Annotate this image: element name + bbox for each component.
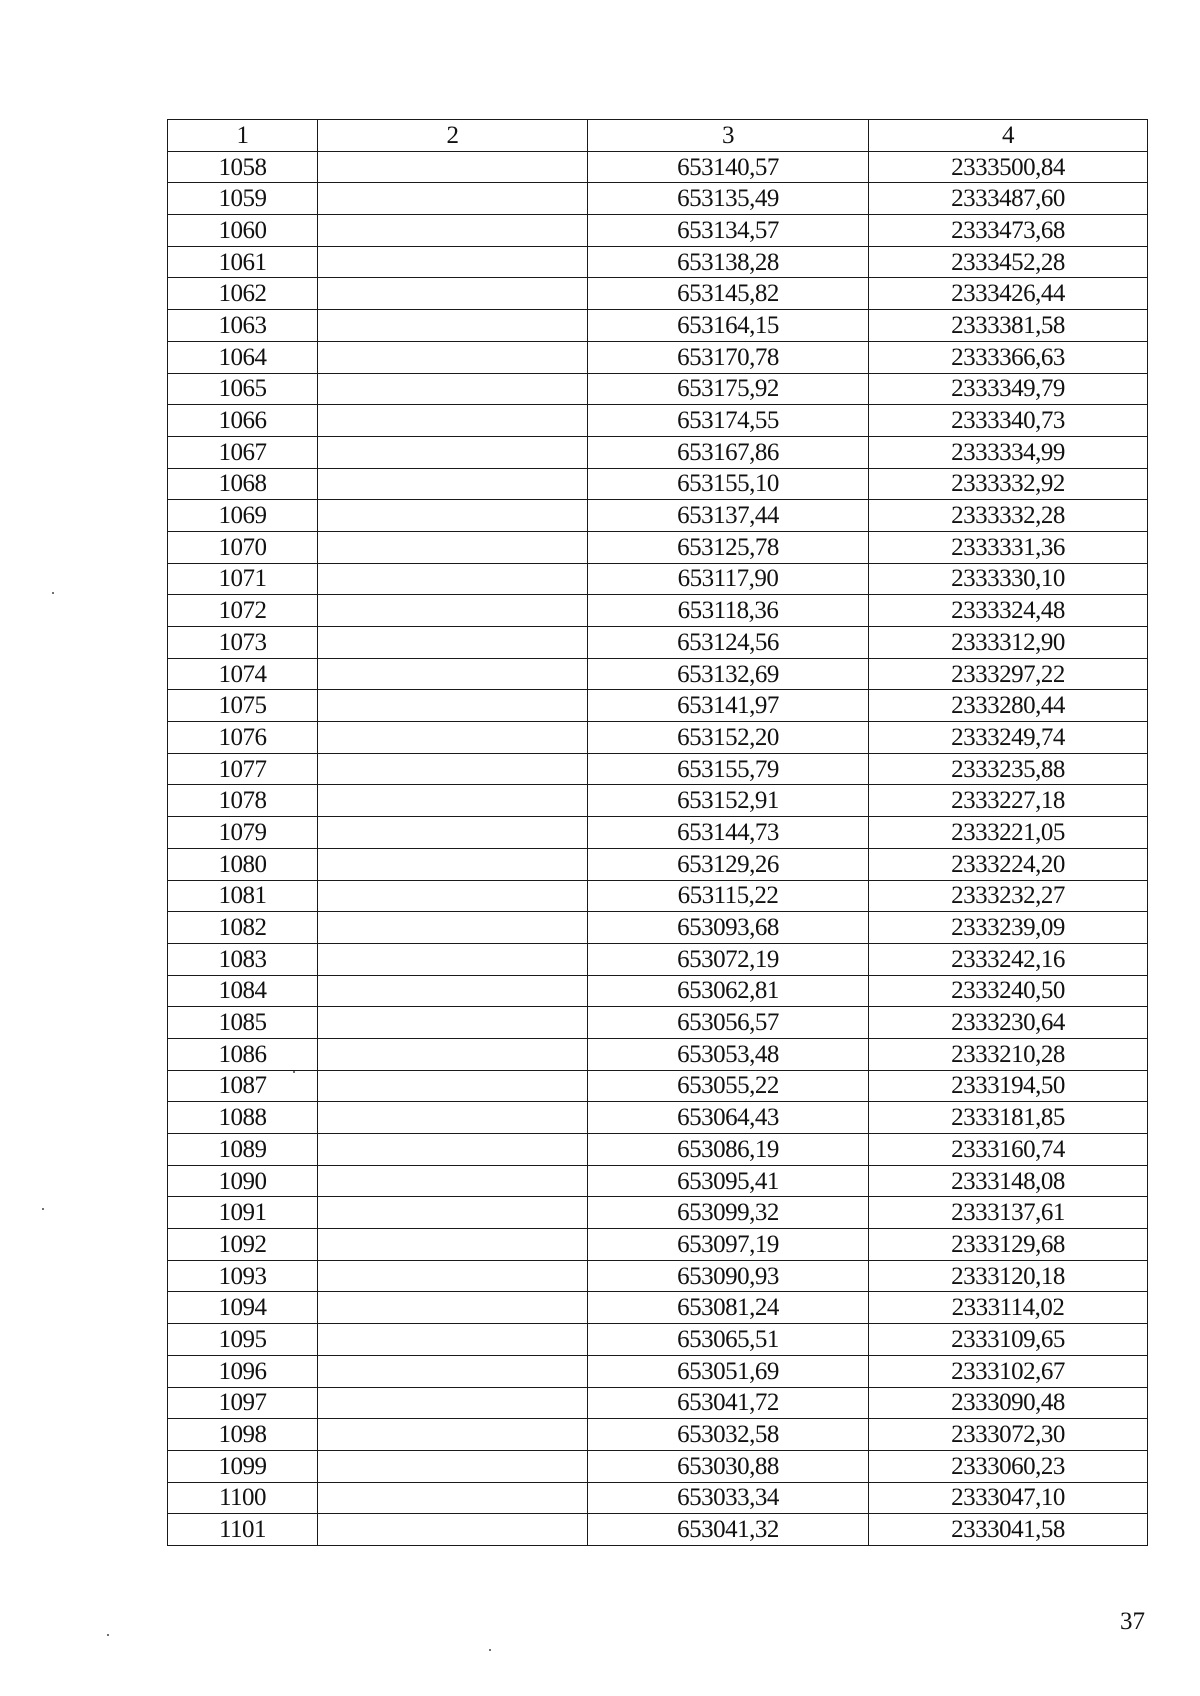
x-coordinate-cell: 653167,86 bbox=[588, 436, 869, 468]
scan-speck bbox=[52, 592, 54, 594]
table-row bbox=[168, 658, 1148, 690]
table-row bbox=[168, 405, 1148, 437]
x-coordinate-cell: 653141,97 bbox=[588, 690, 869, 722]
description-cell bbox=[318, 1102, 588, 1134]
table-row bbox=[168, 1419, 1148, 1451]
x-coordinate-cell: 653152,20 bbox=[588, 722, 869, 754]
table-row bbox=[168, 341, 1148, 373]
table-row bbox=[168, 880, 1148, 912]
description-cell bbox=[318, 1324, 588, 1356]
x-coordinate-cell: 653132,69 bbox=[588, 658, 869, 690]
x-coordinate-cell: 653053,48 bbox=[588, 1038, 869, 1070]
table-row bbox=[168, 500, 1148, 532]
description-cell bbox=[318, 310, 588, 342]
table-row bbox=[168, 563, 1148, 595]
y-coordinate-cell: 2333224,20 bbox=[869, 848, 1148, 880]
y-coordinate-cell: 2333221,05 bbox=[869, 817, 1148, 849]
point-number-cell: 1065 bbox=[168, 373, 318, 405]
y-coordinate-cell: 2333297,22 bbox=[869, 658, 1148, 690]
y-coordinate-cell: 2333334,99 bbox=[869, 436, 1148, 468]
scan-speck bbox=[107, 1634, 109, 1636]
y-coordinate-cell: 2333324,48 bbox=[869, 595, 1148, 627]
y-coordinate-cell: 2333330,10 bbox=[869, 563, 1148, 595]
point-number-cell: 1081 bbox=[168, 880, 318, 912]
x-coordinate-cell: 653081,24 bbox=[588, 1292, 869, 1324]
y-coordinate-cell: 2333332,92 bbox=[869, 468, 1148, 500]
table-row bbox=[168, 531, 1148, 563]
point-number-cell: 1080 bbox=[168, 848, 318, 880]
table-row bbox=[168, 1514, 1148, 1546]
point-number-cell: 1082 bbox=[168, 912, 318, 944]
point-number-cell: 1058 bbox=[168, 151, 318, 183]
description-cell bbox=[318, 373, 588, 405]
y-coordinate-cell: 2333473,68 bbox=[869, 215, 1148, 247]
y-coordinate-cell: 2333072,30 bbox=[869, 1419, 1148, 1451]
description-cell bbox=[318, 436, 588, 468]
point-number-cell: 1097 bbox=[168, 1387, 318, 1419]
y-coordinate-cell: 2333137,61 bbox=[869, 1197, 1148, 1229]
point-number-cell: 1089 bbox=[168, 1134, 318, 1166]
y-coordinate-cell: 2333194,50 bbox=[869, 1070, 1148, 1102]
description-cell bbox=[318, 183, 588, 215]
description-cell bbox=[318, 1514, 588, 1546]
coordinates-table bbox=[167, 119, 1148, 1546]
y-coordinate-cell: 2333500,84 bbox=[869, 151, 1148, 183]
table-row bbox=[168, 1165, 1148, 1197]
y-coordinate-cell: 2333426,44 bbox=[869, 278, 1148, 310]
y-coordinate-cell: 2333060,23 bbox=[869, 1450, 1148, 1482]
table-row bbox=[168, 310, 1148, 342]
table-row bbox=[168, 215, 1148, 247]
x-coordinate-cell: 653155,10 bbox=[588, 468, 869, 500]
description-cell bbox=[318, 1450, 588, 1482]
x-coordinate-cell: 653174,55 bbox=[588, 405, 869, 437]
header-cell-4: 4 bbox=[869, 120, 1148, 152]
table-row bbox=[168, 595, 1148, 627]
y-coordinate-cell: 2333280,44 bbox=[869, 690, 1148, 722]
point-number-cell: 1091 bbox=[168, 1197, 318, 1229]
point-number-cell: 1067 bbox=[168, 436, 318, 468]
description-cell bbox=[318, 278, 588, 310]
point-number-cell: 1079 bbox=[168, 817, 318, 849]
table-row bbox=[168, 1482, 1148, 1514]
description-cell bbox=[318, 722, 588, 754]
table-row bbox=[168, 1134, 1148, 1166]
point-number-cell: 1071 bbox=[168, 563, 318, 595]
point-number-cell: 1068 bbox=[168, 468, 318, 500]
table-row bbox=[168, 975, 1148, 1007]
table-row bbox=[168, 722, 1148, 754]
point-number-cell: 1063 bbox=[168, 310, 318, 342]
description-cell bbox=[318, 880, 588, 912]
y-coordinate-cell: 2333109,65 bbox=[869, 1324, 1148, 1356]
description-cell bbox=[318, 595, 588, 627]
x-coordinate-cell: 653164,15 bbox=[588, 310, 869, 342]
description-cell bbox=[318, 1038, 588, 1070]
table-row bbox=[168, 1007, 1148, 1039]
description-cell bbox=[318, 341, 588, 373]
description-cell bbox=[318, 658, 588, 690]
x-coordinate-cell: 653137,44 bbox=[588, 500, 869, 532]
header-cell-2: 2 bbox=[318, 120, 588, 152]
y-coordinate-cell: 2333249,74 bbox=[869, 722, 1148, 754]
point-number-cell: 1077 bbox=[168, 753, 318, 785]
header-row bbox=[168, 120, 1148, 152]
y-coordinate-cell: 2333181,85 bbox=[869, 1102, 1148, 1134]
y-coordinate-cell: 2333240,50 bbox=[869, 975, 1148, 1007]
table-row bbox=[168, 373, 1148, 405]
x-coordinate-cell: 653175,92 bbox=[588, 373, 869, 405]
description-cell bbox=[318, 848, 588, 880]
point-number-cell: 1060 bbox=[168, 215, 318, 247]
description-cell bbox=[318, 817, 588, 849]
y-coordinate-cell: 2333160,74 bbox=[869, 1134, 1148, 1166]
x-coordinate-cell: 653138,28 bbox=[588, 246, 869, 278]
x-coordinate-cell: 653090,93 bbox=[588, 1260, 869, 1292]
description-cell bbox=[318, 975, 588, 1007]
table-row bbox=[168, 1355, 1148, 1387]
x-coordinate-cell: 653152,91 bbox=[588, 785, 869, 817]
x-coordinate-cell: 653055,22 bbox=[588, 1070, 869, 1102]
table-row bbox=[168, 848, 1148, 880]
y-coordinate-cell: 2333235,88 bbox=[869, 753, 1148, 785]
point-number-cell: 1085 bbox=[168, 1007, 318, 1039]
table-row bbox=[168, 912, 1148, 944]
table-row bbox=[168, 1387, 1148, 1419]
point-number-cell: 1070 bbox=[168, 531, 318, 563]
x-coordinate-cell: 653030,88 bbox=[588, 1450, 869, 1482]
description-cell bbox=[318, 1007, 588, 1039]
x-coordinate-cell: 653056,57 bbox=[588, 1007, 869, 1039]
point-number-cell: 1101 bbox=[168, 1514, 318, 1546]
table-row bbox=[168, 1324, 1148, 1356]
point-number-cell: 1066 bbox=[168, 405, 318, 437]
point-number-cell: 1098 bbox=[168, 1419, 318, 1451]
x-coordinate-cell: 653134,57 bbox=[588, 215, 869, 247]
x-coordinate-cell: 653051,69 bbox=[588, 1355, 869, 1387]
y-coordinate-cell: 2333239,09 bbox=[869, 912, 1148, 944]
x-coordinate-cell: 653041,32 bbox=[588, 1514, 869, 1546]
description-cell bbox=[318, 1165, 588, 1197]
description-cell bbox=[318, 1482, 588, 1514]
y-coordinate-cell: 2333381,58 bbox=[869, 310, 1148, 342]
description-cell bbox=[318, 1229, 588, 1261]
y-coordinate-cell: 2333129,68 bbox=[869, 1229, 1148, 1261]
table-row bbox=[168, 627, 1148, 659]
table-row bbox=[168, 1260, 1148, 1292]
x-coordinate-cell: 653117,90 bbox=[588, 563, 869, 595]
x-coordinate-cell: 653093,68 bbox=[588, 912, 869, 944]
x-coordinate-cell: 653140,57 bbox=[588, 151, 869, 183]
table-row bbox=[168, 785, 1148, 817]
x-coordinate-cell: 653062,81 bbox=[588, 975, 869, 1007]
point-number-cell: 1084 bbox=[168, 975, 318, 1007]
table-header bbox=[168, 120, 1148, 152]
description-cell bbox=[318, 943, 588, 975]
scan-speck bbox=[489, 1649, 491, 1651]
x-coordinate-cell: 653097,19 bbox=[588, 1229, 869, 1261]
point-number-cell: 1096 bbox=[168, 1355, 318, 1387]
description-cell bbox=[318, 1387, 588, 1419]
table-row bbox=[168, 1450, 1148, 1482]
x-coordinate-cell: 653033,34 bbox=[588, 1482, 869, 1514]
description-cell bbox=[318, 1260, 588, 1292]
point-number-cell: 1092 bbox=[168, 1229, 318, 1261]
description-cell bbox=[318, 627, 588, 659]
point-number-cell: 1088 bbox=[168, 1102, 318, 1134]
y-coordinate-cell: 2333120,18 bbox=[869, 1260, 1148, 1292]
description-cell bbox=[318, 500, 588, 532]
scan-speck bbox=[42, 1208, 44, 1210]
y-coordinate-cell: 2333452,28 bbox=[869, 246, 1148, 278]
page-number: 37 bbox=[1120, 1608, 1145, 1635]
point-number-cell: 1062 bbox=[168, 278, 318, 310]
table-row bbox=[168, 1229, 1148, 1261]
description-cell bbox=[318, 405, 588, 437]
table-row bbox=[168, 1102, 1148, 1134]
description-cell bbox=[318, 912, 588, 944]
table-body bbox=[168, 151, 1148, 1545]
description-cell bbox=[318, 563, 588, 595]
description-cell bbox=[318, 1355, 588, 1387]
point-number-cell: 1059 bbox=[168, 183, 318, 215]
description-cell bbox=[318, 468, 588, 500]
x-coordinate-cell: 653095,41 bbox=[588, 1165, 869, 1197]
point-number-cell: 1094 bbox=[168, 1292, 318, 1324]
x-coordinate-cell: 653086,19 bbox=[588, 1134, 869, 1166]
y-coordinate-cell: 2333102,67 bbox=[869, 1355, 1148, 1387]
y-coordinate-cell: 2333232,27 bbox=[869, 880, 1148, 912]
description-cell bbox=[318, 785, 588, 817]
y-coordinate-cell: 2333340,73 bbox=[869, 405, 1148, 437]
y-coordinate-cell: 2333332,28 bbox=[869, 500, 1148, 532]
description-cell bbox=[318, 1419, 588, 1451]
description-cell bbox=[318, 690, 588, 722]
point-number-cell: 1075 bbox=[168, 690, 318, 722]
table-row bbox=[168, 183, 1148, 215]
description-cell bbox=[318, 753, 588, 785]
y-coordinate-cell: 2333041,58 bbox=[869, 1514, 1148, 1546]
point-number-cell: 1083 bbox=[168, 943, 318, 975]
header-cell-3: 3 bbox=[588, 120, 869, 152]
y-coordinate-cell: 2333230,64 bbox=[869, 1007, 1148, 1039]
table-row bbox=[168, 151, 1148, 183]
y-coordinate-cell: 2333242,16 bbox=[869, 943, 1148, 975]
x-coordinate-cell: 653041,72 bbox=[588, 1387, 869, 1419]
point-number-cell: 1086 bbox=[168, 1038, 318, 1070]
table-row bbox=[168, 436, 1148, 468]
table-row bbox=[168, 690, 1148, 722]
description-cell bbox=[318, 1070, 588, 1102]
point-number-cell: 1076 bbox=[168, 722, 318, 754]
y-coordinate-cell: 2333090,48 bbox=[869, 1387, 1148, 1419]
y-coordinate-cell: 2333331,36 bbox=[869, 531, 1148, 563]
table-row bbox=[168, 246, 1148, 278]
table-row bbox=[168, 1038, 1148, 1070]
point-number-cell: 1093 bbox=[168, 1260, 318, 1292]
y-coordinate-cell: 2333227,18 bbox=[869, 785, 1148, 817]
scan-speck bbox=[293, 1071, 295, 1073]
y-coordinate-cell: 2333114,02 bbox=[869, 1292, 1148, 1324]
x-coordinate-cell: 653145,82 bbox=[588, 278, 869, 310]
x-coordinate-cell: 653064,43 bbox=[588, 1102, 869, 1134]
x-coordinate-cell: 653115,22 bbox=[588, 880, 869, 912]
y-coordinate-cell: 2333210,28 bbox=[869, 1038, 1148, 1070]
x-coordinate-cell: 653170,78 bbox=[588, 341, 869, 373]
x-coordinate-cell: 653135,49 bbox=[588, 183, 869, 215]
description-cell bbox=[318, 1292, 588, 1324]
description-cell bbox=[318, 215, 588, 247]
description-cell bbox=[318, 531, 588, 563]
x-coordinate-cell: 653124,56 bbox=[588, 627, 869, 659]
table-row bbox=[168, 468, 1148, 500]
point-number-cell: 1069 bbox=[168, 500, 318, 532]
point-number-cell: 1072 bbox=[168, 595, 318, 627]
x-coordinate-cell: 653072,19 bbox=[588, 943, 869, 975]
description-cell bbox=[318, 246, 588, 278]
point-number-cell: 1099 bbox=[168, 1450, 318, 1482]
table-row bbox=[168, 1292, 1148, 1324]
description-cell bbox=[318, 1197, 588, 1229]
header-cell-1: 1 bbox=[168, 120, 318, 152]
point-number-cell: 1078 bbox=[168, 785, 318, 817]
y-coordinate-cell: 2333487,60 bbox=[869, 183, 1148, 215]
table-row bbox=[168, 1070, 1148, 1102]
x-coordinate-cell: 653099,32 bbox=[588, 1197, 869, 1229]
x-coordinate-cell: 653144,73 bbox=[588, 817, 869, 849]
table-row bbox=[168, 278, 1148, 310]
description-cell bbox=[318, 1134, 588, 1166]
table-row bbox=[168, 943, 1148, 975]
y-coordinate-cell: 2333349,79 bbox=[869, 373, 1148, 405]
x-coordinate-cell: 653032,58 bbox=[588, 1419, 869, 1451]
point-number-cell: 1061 bbox=[168, 246, 318, 278]
point-number-cell: 1090 bbox=[168, 1165, 318, 1197]
point-number-cell: 1100 bbox=[168, 1482, 318, 1514]
y-coordinate-cell: 2333366,63 bbox=[869, 341, 1148, 373]
point-number-cell: 1073 bbox=[168, 627, 318, 659]
x-coordinate-cell: 653125,78 bbox=[588, 531, 869, 563]
x-coordinate-cell: 653155,79 bbox=[588, 753, 869, 785]
x-coordinate-cell: 653065,51 bbox=[588, 1324, 869, 1356]
table-row bbox=[168, 1197, 1148, 1229]
point-number-cell: 1095 bbox=[168, 1324, 318, 1356]
point-number-cell: 1074 bbox=[168, 658, 318, 690]
y-coordinate-cell: 2333148,08 bbox=[869, 1165, 1148, 1197]
x-coordinate-cell: 653129,26 bbox=[588, 848, 869, 880]
y-coordinate-cell: 2333047,10 bbox=[869, 1482, 1148, 1514]
y-coordinate-cell: 2333312,90 bbox=[869, 627, 1148, 659]
table-row bbox=[168, 817, 1148, 849]
point-number-cell: 1064 bbox=[168, 341, 318, 373]
table-row bbox=[168, 753, 1148, 785]
x-coordinate-cell: 653118,36 bbox=[588, 595, 869, 627]
description-cell bbox=[318, 151, 588, 183]
point-number-cell: 1087 bbox=[168, 1070, 318, 1102]
